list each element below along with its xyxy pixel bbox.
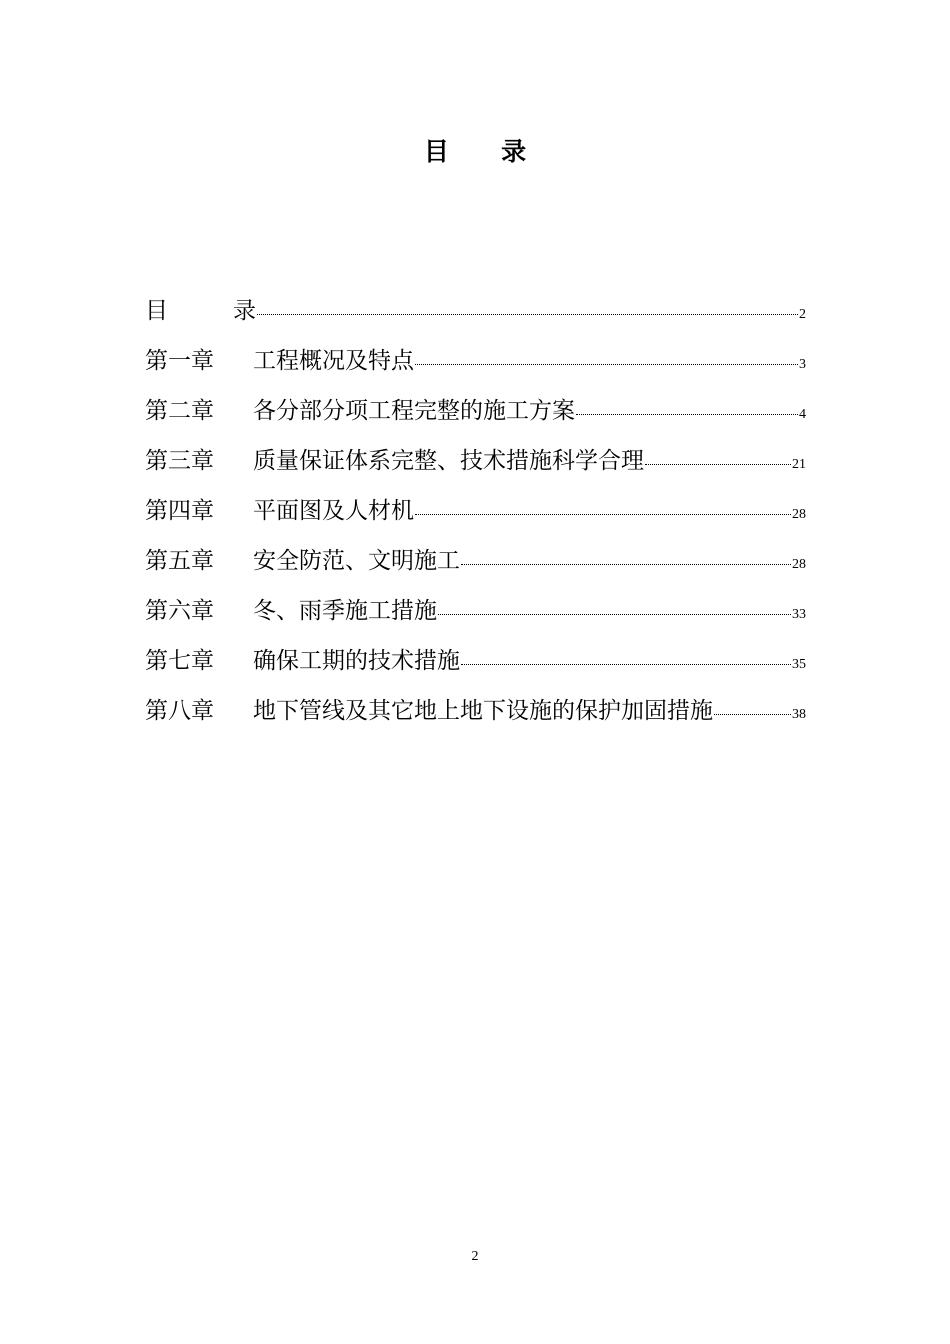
toc-page-number: 28 [792,557,806,572]
toc-entry-chapter-8[interactable] [145,692,806,742]
toc-entry-title: 各分部分项工程完整的施工方案 [253,398,575,424]
toc-chapter-label: 第四章 [145,498,214,524]
toc-page-number: 35 [792,657,806,672]
toc-leader-dots [461,563,791,565]
toc-page-number: 28 [792,507,806,522]
toc-chapter-label: 第五章 [145,548,214,574]
toc-entry-title: 地下管线及其它地上地下设施的保护加固措施 [253,698,713,724]
toc-page-number: 38 [792,707,806,722]
toc-page-number: 33 [792,607,806,622]
toc-chapter-label: 第七章 [145,648,214,674]
toc-leader-dots [257,313,798,315]
toc-chapter-label: 第六章 [145,598,214,624]
toc-leader-dots [415,513,791,515]
toc-leader-dots [576,413,798,415]
toc-page-number: 21 [792,457,806,472]
toc-chapter-label: 第二章 [145,398,214,424]
toc-chapter-label: 第三章 [145,448,214,474]
toc-leader-dots [645,463,791,465]
toc-entry-chapter-1[interactable] [145,342,806,392]
toc-chapter-label: 目 [145,298,212,324]
toc-entry-title: 确保工期的技术措施 [253,648,460,674]
toc-entry-chapter-5[interactable] [145,542,806,592]
footer-page-number: 2 [471,1249,479,1264]
toc-chapter-label: 第一章 [145,348,214,374]
toc-page-number: 4 [799,407,806,422]
toc-leader-dots [461,663,791,665]
toc-entry-title: 平面图及人材机 [253,498,414,524]
toc-entry-chapter-3[interactable] [145,442,806,492]
toc-entry-chapter-7[interactable] [145,642,806,692]
toc-page-number: 2 [799,307,806,322]
page-title: 目 录 [423,137,527,166]
toc-leader-dots [415,363,798,365]
toc-entry-chapter-2[interactable] [145,392,806,442]
toc-entry-chapter-6[interactable] [145,592,806,642]
toc-chapter-label: 第八章 [145,698,214,724]
toc-leader-dots [438,613,791,615]
toc-entry-title: 录 [233,298,256,324]
toc-entry-title: 质量保证体系完整、技术措施科学合理 [253,448,644,474]
toc-entry-chapter-4[interactable] [145,492,806,542]
toc-page-number: 3 [799,357,806,372]
toc-entry-contents[interactable] [145,292,806,342]
toc-leader-dots [714,713,791,715]
toc-entry-title: 安全防范、文明施工 [253,548,460,574]
table-of-contents [145,292,806,742]
toc-entry-title: 工程概况及特点 [253,348,414,374]
toc-entry-title: 冬、雨季施工措施 [253,598,437,624]
